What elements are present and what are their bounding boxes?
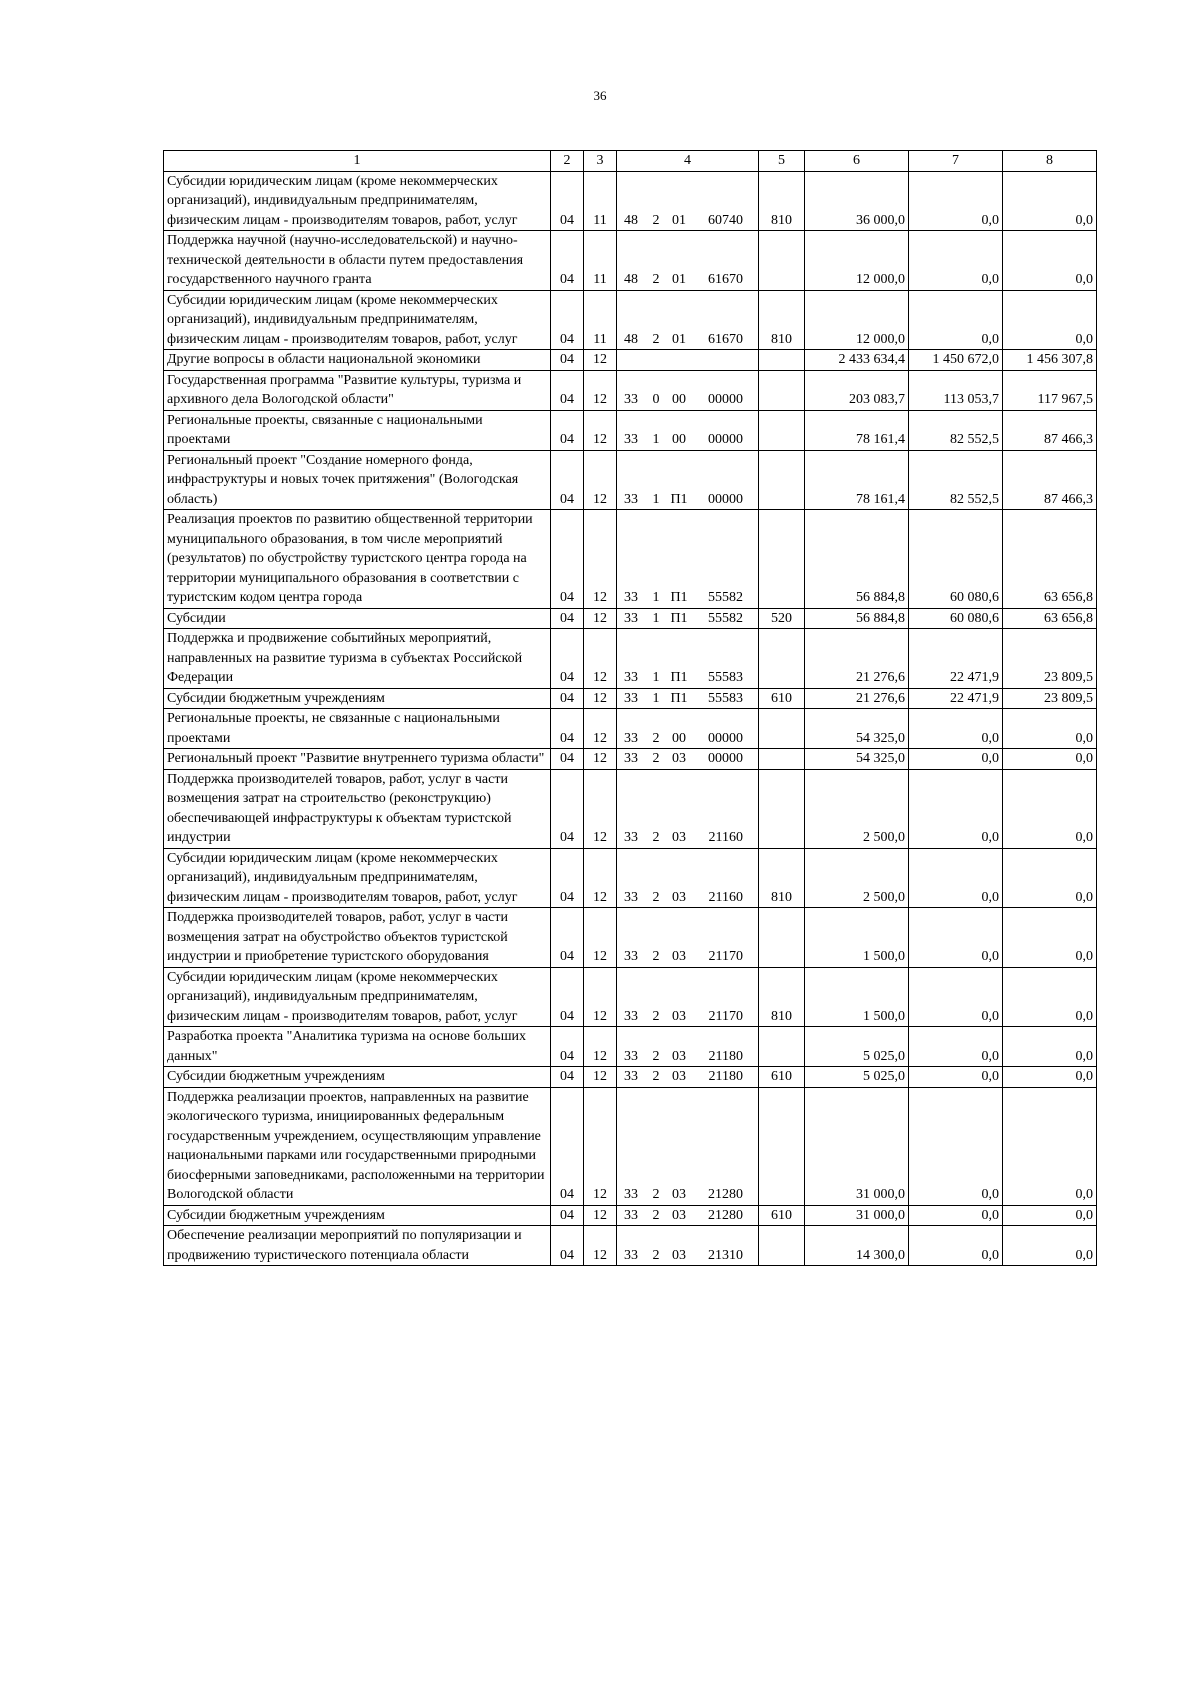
target-article-part: 48 — [624, 212, 638, 228]
target-article-part: 03 — [672, 1008, 686, 1024]
row-name: Субсидии юридическим лицам (кроме некоммерческих организаций), индивидуальным предпринимателям, физическим лицам - производителям товаров, работ, услуг — [164, 967, 551, 1027]
target-article-part: 03 — [672, 1048, 686, 1064]
amount-col6: 78 161,4 — [805, 450, 909, 510]
expense-type-code: 810 — [759, 290, 805, 350]
target-article-code — [617, 1067, 759, 1088]
table-row — [164, 688, 1097, 709]
target-article-part: 00 — [672, 730, 686, 746]
target-article-part: 33 — [624, 1069, 638, 1084]
row-name: Поддержка и продвижение событийных мероприятий, направленных на развитие туризма в субъектах Российской Федерации — [164, 629, 551, 689]
target-article-part: 1 — [652, 670, 660, 685]
subsection-code: 12 — [584, 967, 617, 1027]
section-code: 04 — [551, 450, 584, 510]
budget-table — [163, 150, 1097, 1266]
amount-col6: 2 500,0 — [805, 769, 909, 848]
target-article-part: 55582 — [708, 610, 743, 626]
section-code: 04 — [551, 370, 584, 410]
target-article-part: 21280 — [708, 1207, 743, 1223]
target-article-part: 21160 — [708, 830, 743, 845]
amount-col8: 0,0 — [1003, 231, 1097, 291]
subsection-code: 12 — [584, 450, 617, 510]
amount-col8: 0,0 — [1003, 171, 1097, 231]
target-article-part: 33 — [624, 1207, 638, 1223]
section-code: 04 — [551, 290, 584, 350]
target-article-part: 00000 — [708, 751, 743, 766]
target-article-code — [617, 749, 759, 770]
section-code: 04 — [551, 629, 584, 689]
target-article-part: 2 — [652, 1048, 660, 1064]
amount-col8: 0,0 — [1003, 967, 1097, 1027]
amount-col7: 0,0 — [909, 1067, 1003, 1088]
target-article-part: 61670 — [708, 272, 743, 287]
expense-type-code — [759, 769, 805, 848]
target-article-part: 01 — [672, 331, 686, 347]
amount-col7: 0,0 — [909, 1205, 1003, 1226]
target-article-part: 2 — [652, 212, 660, 228]
amount-col7: 0,0 — [909, 231, 1003, 291]
section-code: 04 — [551, 1087, 584, 1205]
header-row — [164, 151, 1097, 172]
amount-col8: 87 466,3 — [1003, 410, 1097, 450]
amount-col8: 1 456 307,8 — [1003, 350, 1097, 371]
target-article-part: 2 — [652, 1247, 660, 1263]
target-article-part: 2 — [652, 889, 660, 905]
target-article-part: 03 — [672, 1069, 686, 1084]
expense-type-code: 810 — [759, 848, 805, 908]
subsection-code: 11 — [584, 231, 617, 291]
amount-col6: 21 276,6 — [805, 688, 909, 709]
amount-col6: 54 325,0 — [805, 709, 909, 749]
target-article-code — [617, 510, 759, 609]
expense-type-code — [759, 231, 805, 291]
amount-col7: 0,0 — [909, 769, 1003, 848]
target-article-part: 2 — [652, 949, 660, 964]
target-article-part: 03 — [672, 1207, 686, 1223]
target-article-part: 01 — [672, 272, 686, 287]
amount-col7: 82 552,5 — [909, 450, 1003, 510]
target-article-part: 48 — [624, 272, 638, 287]
subsection-code: 12 — [584, 769, 617, 848]
row-name: Региональные проекты, связанные с национальными проектами — [164, 410, 551, 450]
subsection-code: 12 — [584, 629, 617, 689]
expense-type-code — [759, 908, 805, 968]
target-article-part: 21310 — [708, 1247, 743, 1263]
table-row — [164, 629, 1097, 689]
target-article-part: 33 — [624, 1187, 638, 1202]
amount-col7: 0,0 — [909, 290, 1003, 350]
target-article-part: 33 — [624, 1008, 638, 1024]
amount-col6: 203 083,7 — [805, 370, 909, 410]
target-article-part: 33 — [624, 830, 638, 845]
target-article-code — [617, 848, 759, 908]
amount-col7: 82 552,5 — [909, 410, 1003, 450]
target-article-part: 60740 — [708, 212, 743, 228]
subsection-code: 12 — [584, 1027, 617, 1067]
target-article-part: 1 — [652, 690, 660, 706]
row-name: Субсидии — [164, 608, 551, 629]
target-article-code — [617, 967, 759, 1027]
section-code: 04 — [551, 769, 584, 848]
table-row — [164, 709, 1097, 749]
table-row — [164, 749, 1097, 770]
subsection-code: 11 — [584, 290, 617, 350]
target-article-part: 2 — [652, 331, 660, 347]
amount-col6: 5 025,0 — [805, 1027, 909, 1067]
expense-type-code — [759, 1027, 805, 1067]
target-article-code — [617, 171, 759, 231]
section-code: 04 — [551, 1027, 584, 1067]
amount-col6: 14 300,0 — [805, 1226, 909, 1266]
target-article-part: 21170 — [708, 949, 743, 964]
target-article-part: 00 — [672, 392, 686, 407]
section-code: 04 — [551, 908, 584, 968]
target-article-part: 1 — [652, 432, 660, 447]
table-row — [164, 290, 1097, 350]
amount-col8: 0,0 — [1003, 908, 1097, 968]
expense-type-code — [759, 350, 805, 371]
amount-col8: 0,0 — [1003, 709, 1097, 749]
amount-col6: 12 000,0 — [805, 231, 909, 291]
target-article-part: 33 — [624, 670, 638, 685]
target-article-part: 2 — [652, 1008, 660, 1024]
row-name: Другие вопросы в области национальной экономики — [164, 350, 551, 371]
target-article-part: 2 — [652, 830, 660, 845]
column-header: 6 — [805, 151, 909, 172]
section-code: 04 — [551, 410, 584, 450]
target-article-part: 21280 — [708, 1187, 743, 1202]
amount-col6: 31 000,0 — [805, 1087, 909, 1205]
amount-col8: 0,0 — [1003, 1067, 1097, 1088]
target-article-code — [617, 1027, 759, 1067]
expense-type-code — [759, 450, 805, 510]
section-code: 04 — [551, 231, 584, 291]
amount-col7: 0,0 — [909, 908, 1003, 968]
target-article-part: 00000 — [708, 432, 743, 447]
target-article-part: 2 — [652, 730, 660, 746]
target-article-part: 2 — [652, 751, 660, 766]
expense-type-code — [759, 749, 805, 770]
table-row — [164, 1226, 1097, 1266]
page-number: 36 — [593, 88, 607, 103]
row-name: Региональный проект "Развитие внутреннего туризма области" — [164, 749, 551, 770]
target-article-part: 00000 — [708, 730, 743, 746]
target-article-part: 2 — [652, 1069, 660, 1084]
row-name: Разработка проекта "Аналитика туризма на основе больших данных" — [164, 1027, 551, 1067]
column-header: 8 — [1003, 151, 1097, 172]
expense-type-code — [759, 629, 805, 689]
amount-col7: 0,0 — [909, 848, 1003, 908]
subsection-code: 12 — [584, 908, 617, 968]
target-article-part: 61670 — [708, 331, 743, 347]
subsection-code: 12 — [584, 350, 617, 371]
amount-col7: 60 080,6 — [909, 510, 1003, 609]
amount-col8: 0,0 — [1003, 1087, 1097, 1205]
amount-col8: 0,0 — [1003, 848, 1097, 908]
amount-col7: 0,0 — [909, 967, 1003, 1027]
target-article-code — [617, 769, 759, 848]
target-article-part: 01 — [672, 212, 686, 228]
target-article-part: 03 — [672, 751, 686, 766]
expense-type-code: 610 — [759, 1205, 805, 1226]
amount-col8: 0,0 — [1003, 749, 1097, 770]
table-row — [164, 410, 1097, 450]
subsection-code: 12 — [584, 709, 617, 749]
target-article-code — [617, 370, 759, 410]
row-name: Субсидии бюджетным учреждениям — [164, 688, 551, 709]
row-name: Субсидии бюджетным учреждениям — [164, 1067, 551, 1088]
subsection-code: 12 — [584, 1067, 617, 1088]
row-name: Субсидии юридическим лицам (кроме некоммерческих организаций), индивидуальным предпринимателям, физическим лицам - производителям товаров, работ, услуг — [164, 290, 551, 350]
amount-col6: 5 025,0 — [805, 1067, 909, 1088]
amount-col6: 54 325,0 — [805, 749, 909, 770]
target-article-code — [617, 231, 759, 291]
target-article-part: 33 — [624, 392, 638, 407]
column-header: 1 — [164, 151, 551, 172]
row-name: Субсидии юридическим лицам (кроме некоммерческих организаций), индивидуальным предпринимателям, физическим лицам - производителям товаров, работ, услуг — [164, 171, 551, 231]
amount-col8: 23 809,5 — [1003, 688, 1097, 709]
amount-col6: 21 276,6 — [805, 629, 909, 689]
target-article-part: П1 — [670, 690, 688, 706]
table-row — [164, 848, 1097, 908]
table-row — [164, 769, 1097, 848]
subsection-code: 12 — [584, 370, 617, 410]
expense-type-code: 610 — [759, 688, 805, 709]
table-row — [164, 1067, 1097, 1088]
target-article-part: 03 — [672, 1187, 686, 1202]
target-article-part: 33 — [624, 730, 638, 746]
amount-col7: 1 450 672,0 — [909, 350, 1003, 371]
subsection-code: 12 — [584, 410, 617, 450]
target-article-part: 55583 — [708, 670, 743, 685]
table-row — [164, 608, 1097, 629]
column-header: 2 — [551, 151, 584, 172]
target-article-part: 2 — [652, 1207, 660, 1223]
subsection-code: 11 — [584, 171, 617, 231]
table-row — [164, 510, 1097, 609]
table-row — [164, 967, 1097, 1027]
row-name: Региональные проекты, не связанные с национальными проектами — [164, 709, 551, 749]
target-article-part: 0 — [652, 392, 660, 407]
amount-col6: 1 500,0 — [805, 967, 909, 1027]
section-code: 04 — [551, 1205, 584, 1226]
target-article-code — [617, 290, 759, 350]
target-article-part: 03 — [672, 889, 686, 905]
amount-col6: 2 433 634,4 — [805, 350, 909, 371]
table-row — [164, 171, 1097, 231]
expense-type-code — [759, 510, 805, 609]
amount-col8: 63 656,8 — [1003, 608, 1097, 629]
target-article-part: 33 — [624, 610, 638, 626]
section-code: 04 — [551, 171, 584, 231]
amount-col6: 31 000,0 — [805, 1205, 909, 1226]
subsection-code: 12 — [584, 749, 617, 770]
target-article-part: 33 — [624, 949, 638, 964]
target-article-part: 33 — [624, 1247, 638, 1263]
amount-col7: 113 053,7 — [909, 370, 1003, 410]
target-article-part: 00000 — [708, 491, 743, 507]
target-article-part: 33 — [624, 590, 638, 605]
target-article-part: 21160 — [708, 889, 743, 905]
amount-col7: 0,0 — [909, 1087, 1003, 1205]
section-code: 04 — [551, 1067, 584, 1088]
amount-col8: 0,0 — [1003, 769, 1097, 848]
section-code: 04 — [551, 688, 584, 709]
amount-col6: 2 500,0 — [805, 848, 909, 908]
amount-col7: 0,0 — [909, 1226, 1003, 1266]
subsection-code: 12 — [584, 510, 617, 609]
amount-col7: 22 471,9 — [909, 629, 1003, 689]
subsection-code: 12 — [584, 1087, 617, 1205]
amount-col8: 23 809,5 — [1003, 629, 1097, 689]
target-article-code — [617, 709, 759, 749]
amount-col6: 1 500,0 — [805, 908, 909, 968]
target-article-code — [617, 350, 759, 371]
amount-col8: 0,0 — [1003, 1226, 1097, 1266]
amount-col8: 0,0 — [1003, 290, 1097, 350]
section-code: 04 — [551, 749, 584, 770]
column-header: 5 — [759, 151, 805, 172]
table-row — [164, 1205, 1097, 1226]
row-name: Поддержка реализации проектов, направленных на развитие экологического туризма, инициированных федеральным государственным учреждением, осуществляющим управление национальными парками или государственными природными биосферными заповедниками, расположенными на территории Вологодской области — [164, 1087, 551, 1205]
target-article-part: 33 — [624, 889, 638, 905]
amount-col6: 36 000,0 — [805, 171, 909, 231]
amount-col7: 22 471,9 — [909, 688, 1003, 709]
expense-type-code: 810 — [759, 171, 805, 231]
target-article-part: П1 — [670, 610, 688, 626]
target-article-part: 33 — [624, 751, 638, 766]
section-code: 04 — [551, 510, 584, 609]
row-name: Поддержка производителей товаров, работ, услуг в части возмещения затрат на обустройство объектов туристской индустрии и приобретение туристского оборудования — [164, 908, 551, 968]
row-name: Региональный проект "Создание номерного фонда, инфраструктуры и новых точек притяжения" (Вологодская область) — [164, 450, 551, 510]
row-name: Поддержка производителей товаров, работ, услуг в части возмещения затрат на строительство (реконструкцию) обеспечивающей инфраструктуры к объектам туристской индустрии — [164, 769, 551, 848]
expense-type-code — [759, 709, 805, 749]
amount-col8: 0,0 — [1003, 1027, 1097, 1067]
table-row — [164, 370, 1097, 410]
column-header: 4 — [617, 151, 759, 172]
row-name: Реализация проектов по развитию общественной территории муниципального образования, в том числе мероприятий (результатов) по обустройству туристского центра города на территории муниципального образования в соответствии с туристским кодом центра города — [164, 510, 551, 609]
target-article-part: 1 — [652, 491, 660, 507]
amount-col8: 87 466,3 — [1003, 450, 1097, 510]
amount-col6: 12 000,0 — [805, 290, 909, 350]
section-code: 04 — [551, 608, 584, 629]
expense-type-code — [759, 1087, 805, 1205]
target-article-code — [617, 450, 759, 510]
section-code: 04 — [551, 848, 584, 908]
target-article-part: 21180 — [708, 1069, 743, 1084]
row-name: Поддержка научной (научно-исследовательской) и научно-технической деятельности в области путем предоставления государственного научного гранта — [164, 231, 551, 291]
target-article-code — [617, 629, 759, 689]
target-article-part: 33 — [624, 690, 638, 706]
amount-col8: 0,0 — [1003, 1205, 1097, 1226]
target-article-code — [617, 608, 759, 629]
target-article-part: 21180 — [708, 1048, 743, 1064]
row-name: Обеспечение реализации мероприятий по популяризации и продвижению туристического потенциала области — [164, 1226, 551, 1266]
expense-type-code — [759, 410, 805, 450]
amount-col7: 0,0 — [909, 1027, 1003, 1067]
target-article-code — [617, 1087, 759, 1205]
target-article-part: 03 — [672, 1247, 686, 1263]
target-article-code — [617, 410, 759, 450]
table-row — [164, 231, 1097, 291]
target-article-part: П1 — [670, 491, 688, 507]
amount-col6: 56 884,8 — [805, 608, 909, 629]
target-article-part: 1 — [652, 610, 660, 626]
subsection-code: 12 — [584, 848, 617, 908]
section-code: 04 — [551, 709, 584, 749]
table-row — [164, 350, 1097, 371]
target-article-part: П1 — [670, 590, 688, 605]
expense-type-code: 520 — [759, 608, 805, 629]
target-article-code — [617, 1205, 759, 1226]
target-article-part: 48 — [624, 331, 638, 347]
expense-type-code: 810 — [759, 967, 805, 1027]
amount-col8: 117 967,5 — [1003, 370, 1097, 410]
amount-col8: 63 656,8 — [1003, 510, 1097, 609]
target-article-part: 00000 — [708, 392, 743, 407]
table-row — [164, 1027, 1097, 1067]
amount-col7: 0,0 — [909, 709, 1003, 749]
expense-type-code: 610 — [759, 1067, 805, 1088]
section-code: 04 — [551, 1226, 584, 1266]
subsection-code: 12 — [584, 688, 617, 709]
amount-col6: 56 884,8 — [805, 510, 909, 609]
row-name: Субсидии бюджетным учреждениям — [164, 1205, 551, 1226]
subsection-code: 12 — [584, 1226, 617, 1266]
target-article-code — [617, 908, 759, 968]
amount-col7: 0,0 — [909, 749, 1003, 770]
target-article-part: 33 — [624, 432, 638, 447]
target-article-part: 1 — [652, 590, 660, 605]
target-article-part: 33 — [624, 1048, 638, 1064]
table-row — [164, 908, 1097, 968]
target-article-part: 55583 — [708, 690, 743, 706]
target-article-part: 55582 — [708, 590, 743, 605]
section-code: 04 — [551, 967, 584, 1027]
row-name: Субсидии юридическим лицам (кроме некоммерческих организаций), индивидуальным предпринимателям, физическим лицам - производителям товаров, работ, услуг — [164, 848, 551, 908]
target-article-part: 03 — [672, 949, 686, 964]
amount-col7: 0,0 — [909, 171, 1003, 231]
target-article-part: 03 — [672, 830, 686, 845]
expense-type-code — [759, 1226, 805, 1266]
subsection-code: 12 — [584, 1205, 617, 1226]
row-name: Государственная программа "Развитие культуры, туризма и архивного дела Вологодской области" — [164, 370, 551, 410]
target-article-part: П1 — [670, 670, 688, 685]
target-article-part: 2 — [652, 1187, 660, 1202]
target-article-part: 21170 — [708, 1008, 743, 1024]
column-header: 7 — [909, 151, 1003, 172]
expense-type-code — [759, 370, 805, 410]
column-header: 3 — [584, 151, 617, 172]
amount-col7: 60 080,6 — [909, 608, 1003, 629]
target-article-part: 2 — [652, 272, 660, 287]
target-article-part: 00 — [672, 432, 686, 447]
table-row — [164, 450, 1097, 510]
section-code: 04 — [551, 350, 584, 371]
table-row — [164, 1087, 1097, 1205]
target-article-code — [617, 688, 759, 709]
target-article-code — [617, 1226, 759, 1266]
target-article-part: 33 — [624, 491, 638, 507]
subsection-code: 12 — [584, 608, 617, 629]
amount-col6: 78 161,4 — [805, 410, 909, 450]
